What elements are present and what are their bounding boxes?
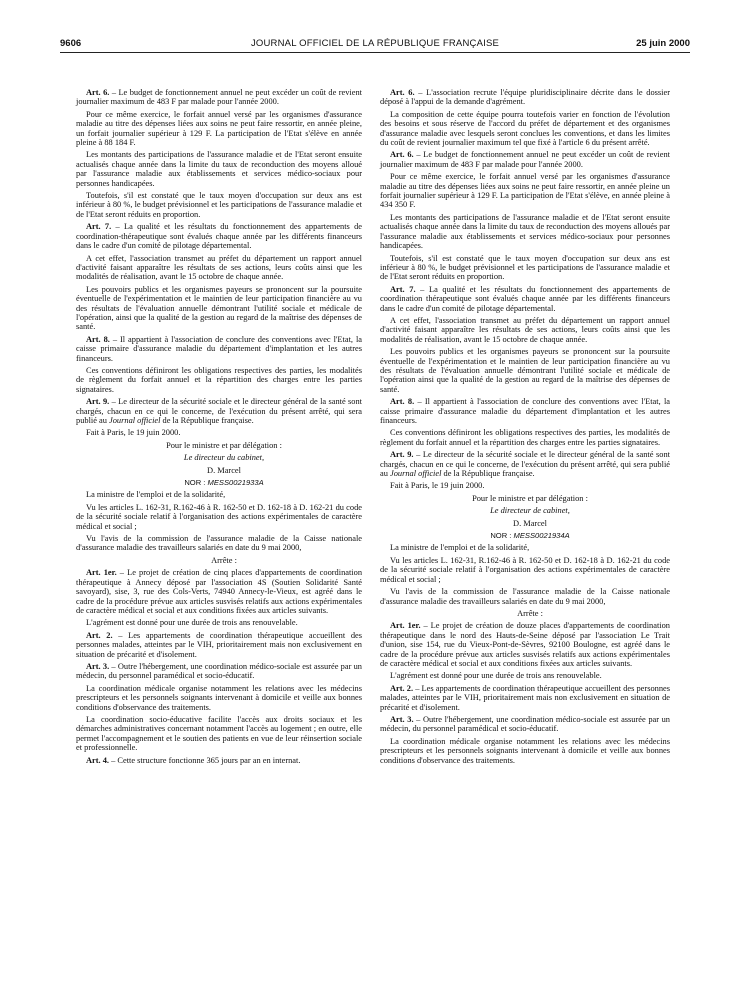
article-text: de la République française. [441, 469, 535, 479]
article-text: – La qualité et les résultats du fonctionnement des appartements de coordination-thérapeutique sont évalués chaque année par les différents financeurs dans le cadre d'un comité de pilotage départemental. [76, 222, 362, 251]
arrete-heading: Arrête : [517, 608, 543, 618]
article-4 [76, 756, 362, 765]
issue-date: 25 juin 2000 [636, 38, 690, 49]
article-1 [76, 568, 362, 615]
article-text: – Le budget de fonctionnement annuel ne peut excéder un coût de revient journalier maximum de 483 F par malade pour l'année 2000. [380, 150, 670, 169]
journal-officiel-ref: Journal officiel [390, 469, 442, 479]
arrete-heading: Arrête : [211, 555, 237, 565]
article-label: Art. 8. [390, 397, 415, 407]
article-6-budget [380, 150, 670, 169]
nor-code: MESS0021934A [513, 531, 570, 541]
article-text: – Outre l'hébergement, une coordination médico-sociale est assurée par un médecin, du personnel paramédical et socio-éducatif. [380, 714, 670, 734]
paragraph: La coordination socio-éducative facilite l'accès aux droits sociaux et les démarches administratives concernant notamment l'accès au logement ; en outre, elle permet l'accompagnement et le soutien des patients en vue de leur réinsertion sociale et professionnelle. [76, 714, 362, 753]
journal-title: JOURNAL OFFICIEL DE LA RÉPUBLIQUE FRANÇAISE [250, 38, 500, 49]
paragraph: Pour ce même exercice, le forfait annuel versé par les organismes d'assurance maladie au titre des dépenses liées aux soins ne peut faire ressortir, en année pleine, un forfait journalier supérieur à 129 F. La participation de l'Etat s'élève en année pleine à 88 184 F. [76, 109, 362, 148]
paragraph: Les pouvoirs publics et les organismes payeurs se prononcent sur la poursuite éventuelle de l'expérimentation et le maintien de leur participation financière au vu des résultats de l'évaluation annuelle démontrant l'utilité sociale et médicale de l'opération ainsi que la qualité de la gestion au regard de la maîtrise des dépenses de santé. [380, 347, 670, 394]
article-1 [380, 621, 670, 668]
article-label: Art. 2. [86, 630, 113, 640]
paragraph: Les montants des participations de l'assurance maladie et de l'Etat seront ensuite actualisés chaque année dans la limite du taux de reconduction des moyens alloués par l'assurance maladie aux établissements et services médico-sociaux pour personnes handicapées. [380, 212, 671, 251]
article-text: – Cette structure fonctionne 365 jours par an en internat. [109, 755, 301, 765]
article-text: – La qualité et les résultats du fonctionnement des appartements de coordination thérapeutique sont évalués chaque année par les différents financeurs dans le cadre d'un comité de pilotage départemental. [380, 284, 670, 313]
article-label: Art. 6. [390, 88, 415, 97]
article-text: – Le directeur de la sécurité sociale et le directeur général de la santé sont chargés, chacun en ce qui le concerne, de l'exécution du présent arrêté, qui sera publié au [380, 450, 670, 479]
article-9 [380, 450, 670, 478]
article-text: – Il appartient à l'association de conclure des conventions avec l'Etat, la caisse primaire d'assurance maladie du département d'implantation et les autres financeurs. [380, 397, 670, 425]
visa: Vu l'avis de la commission de l'assurance maladie de la Caisse nationale d'assurance maladie des travailleurs salariés en date du 9 mai 2000, [76, 534, 362, 553]
paragraph: Les pouvoirs publics et les organismes payeurs se prononcent sur la poursuite éventuelle de l'expérimentation et le maintien de leur participation financière au vu des résultats de l'évaluation annuelle démontrant l'utilité sociale et médicale de l'opération, ainsi que la qualité de la gestion au regard de la maîtrise des dépenses de santé. [76, 284, 362, 332]
article-label: Art. 4. [86, 755, 110, 765]
article-3 [380, 715, 670, 734]
nor-reference: NOR : MESS0021934A [490, 531, 570, 541]
minister: La ministre de l'emploi et de la solidarité, [86, 490, 226, 500]
paragraph: Ces conventions définiront les obligations respectives des parties, les modalités de règlement du forfait annuel et la répartition des charges entre les parties signataires. [76, 365, 362, 394]
paragraph: La coordination médicale organise notamment les relations avec les médecins prescripteurs et les personnels soignants intervenant à domicile et veille aux bonnes conditions d'observance des traitements. [380, 736, 670, 765]
article-label: Art. 6. [86, 88, 110, 97]
visa: Vu les articles L. 162-31, R.162-46 à R. 162-50 et D. 162-18 à D. 162-21 du code de la sécurité sociale relatif à l'organisation des actions expérimentales de caractère médical et social ; [380, 555, 670, 584]
article-text: – Le budget de fonctionnement annuel ne peut excéder un coût de revient journalier maximum de 483 F par malade pour l'année 2000. [76, 88, 362, 107]
article-label: Art. 6. [390, 150, 414, 160]
signature-name: D. Marcel [513, 518, 547, 528]
right-column [380, 88, 670, 768]
article-text: – Il appartient à l'association de conclure des conventions avec l'Etat, la caisse primaire d'assurance maladie du département d'implantation et les autres financeurs. [76, 334, 362, 363]
paragraph: Toutefois, s'il est constaté que le taux moyen d'occupation sur deux ans est inférieur à 80 %, le budget prévisionnel et les participations de l'assurance maladie et de l'Etat seront réduits en proportion. [380, 253, 670, 282]
article-text: – Le directeur de la sécurité sociale et le directeur général de la santé sont chargés, chacun en ce qui le concerne, de l'exécution du présent arrêté, qui sera publié au [76, 397, 362, 425]
paragraph: Les montants des participations de l'assurance maladie et de l'Etat seront ensuite actualisés chaque année dans la limite du taux de reconduction des moyens alloué par l'assurance maladie aux établissements et services médico-sociaux pour personnes handicapées. [76, 150, 362, 188]
article-7 [76, 222, 362, 250]
paragraph: A cet effet, l'association transmet au préfet du département un rapport annuel d'activité faisant apparaître les résultats de ses actions, leurs coûts ainsi que les modalités de réalisation, avant le 15 octobre de chaque année. [76, 253, 362, 282]
article-8 [76, 335, 362, 363]
article-label: Art. 2. [390, 683, 414, 693]
article-7 [380, 285, 670, 313]
article-label: Art. 1er. [86, 568, 117, 578]
fait-a-paris: Fait à Paris, le 19 juin 2000. [390, 481, 485, 491]
visa: Vu l'avis de la commission de l'assurance maladie de la Caisse nationale d'assurance maladie des travailleurs salariés en date du 9 mai 2000, [380, 587, 670, 606]
article-9 [76, 397, 362, 425]
fait-a-paris: Fait à Paris, le 19 juin 2000. [86, 428, 181, 438]
article-text: – Le projet de création de douze places d'appartements de coordination thérapeutique dans le nord des Hauts-de-Seine déposé par l'association Le Trait d'union, sise 154, rue du Vieux-Pont-de-Sèvres, 92100 Boulogne, est agréé dans le cadre de la procédure prévue aux articles susvisés relatifs aux actions expérimentales de caractère médical et social et aux conditions fixées aux articles suivants. [380, 621, 670, 668]
article-text: – Les appartements de coordination thérapeutique accueillent des personnes malades, atteintes par le VIH, prioritairement mais non exclusivement en situation de précarité et d'isolement. [76, 630, 362, 659]
nor-code: MESS0021933A [207, 478, 264, 488]
paragraph: La composition de cette équipe pourra toutefois varier en fonction de l'évolution des besoins et sous réserve de l'accord du préfet de département et des organismes d'assurance maladie avec lesquels seront conclues les conventions, et dans les limites du coût de revient journalier maximum tel que fixé à l'article 6 du présent arrêté. [380, 109, 670, 148]
article-label: Art. 9. [86, 397, 110, 407]
signature-role: Le directeur de cabinet, [490, 506, 570, 516]
article-6 [76, 88, 362, 107]
minister: La ministre de l'emploi et de la solidarité, [390, 543, 530, 553]
journal-officiel-ref: Journal officiel [109, 416, 161, 425]
article-6-equipe [380, 88, 670, 107]
article-text: de la République française. [160, 416, 254, 425]
left-column [76, 88, 362, 768]
article-label: Art. 1er. [390, 621, 421, 631]
article-8 [380, 397, 670, 425]
article-text: – Le projet de création de cinq places d'appartements de coordination thérapeutique à Annecy déposé par l'association 4S (Soutien Solidarité Santé savoyard), sise, 3, rue des Cols-Verts, 74940 Annecy-le-Vieux, est agréé dans le cadre de la procédure prévue aux articles susvisés relatifs aux actions expérimentales de caractère médical et social et aux conditions fixées aux articles suivants. [76, 568, 363, 615]
signature-name: D. Marcel [207, 465, 241, 475]
paragraph: A cet effet, l'association transmet au préfet du département un rapport annuel d'activité faisant apparaître les résultats de ses actions, leurs coûts ainsi que les modalités de réalisation, avant le 15 octobre de chaque année. [380, 315, 670, 344]
article-label: Art. 7. [86, 222, 112, 232]
paragraph: L'agrément est donné pour une durée de trois ans renouvelable. [86, 618, 298, 628]
paragraph: Toutefois, s'il est constaté que le taux moyen d'occupation sur deux ans est inférieur à 80 %, le budget prévisionnel et les participations de l'assurance maladie et de l'Etat seront réduits en proportion. [76, 191, 362, 219]
article-label: Art. 9. [390, 450, 414, 460]
header-rule [60, 52, 690, 53]
signature-line: Pour le ministre et par délégation : [472, 493, 588, 503]
article-2 [76, 631, 362, 659]
paragraph: Pour ce même exercice, le forfait annuel versé par les organismes d'assurance maladie au titre des dépenses liées aux soins ne peut faire ressortir, en année pleine un forfait journalier supérieur à 129 F. La participation de l'Etat s'élève, en année pleine à 434 350 F. [380, 172, 670, 210]
article-text: – Outre l'hébergement, une coordination médico-sociale est assurée par un médecin, du personnel paramédical et socio-éducatif. [76, 661, 362, 681]
article-label: Art. 3. [86, 661, 110, 671]
visa: Vu les articles L. 162-31, R.162-46 à R. 162-50 et D. 162-18 à D. 162-21 du code de la sécurité sociale relatif à l'organisation des actions expérimentales de caractère médical et social ; [76, 502, 362, 531]
signature-line: Pour le ministre et par délégation : [166, 440, 282, 450]
page-number: 9606 [60, 38, 82, 49]
signature-role: Le directeur du cabinet, [183, 453, 265, 463]
article-3 [76, 662, 362, 681]
nor-reference: NOR : MESS0021933A [184, 478, 264, 488]
article-text: – Les appartements de coordination thérapeutique accueillent des personnes malades, atteintes par le VIH, prioritairement mais non exclusivement en situation de précarité et d'isolement. [380, 683, 670, 712]
article-label: Art. 7. [390, 284, 416, 294]
article-2 [380, 684, 670, 712]
article-label: Art. 8. [86, 334, 110, 344]
paragraph: L'agrément est donné pour une durée de trois ans renouvelable. [390, 671, 602, 681]
paragraph: La coordination médicale organise notamment les relations avec les médecins prescripteurs et les personnels soignants intervenant à domicile et veille aux bonnes conditions d'observance des traitements. [76, 683, 362, 712]
article-text: – L'association recrute l'équipe pluridisciplinaire décrite dans le dossier déposé à l'appui de la demande d'agrément. [380, 88, 671, 107]
article-label: Art. 3. [390, 714, 414, 724]
paragraph: Ces conventions définiront les obligations respectives des parties, les modalités de règlement du forfait annuel et la répartition des charges entre les parties signataires. [380, 428, 670, 447]
